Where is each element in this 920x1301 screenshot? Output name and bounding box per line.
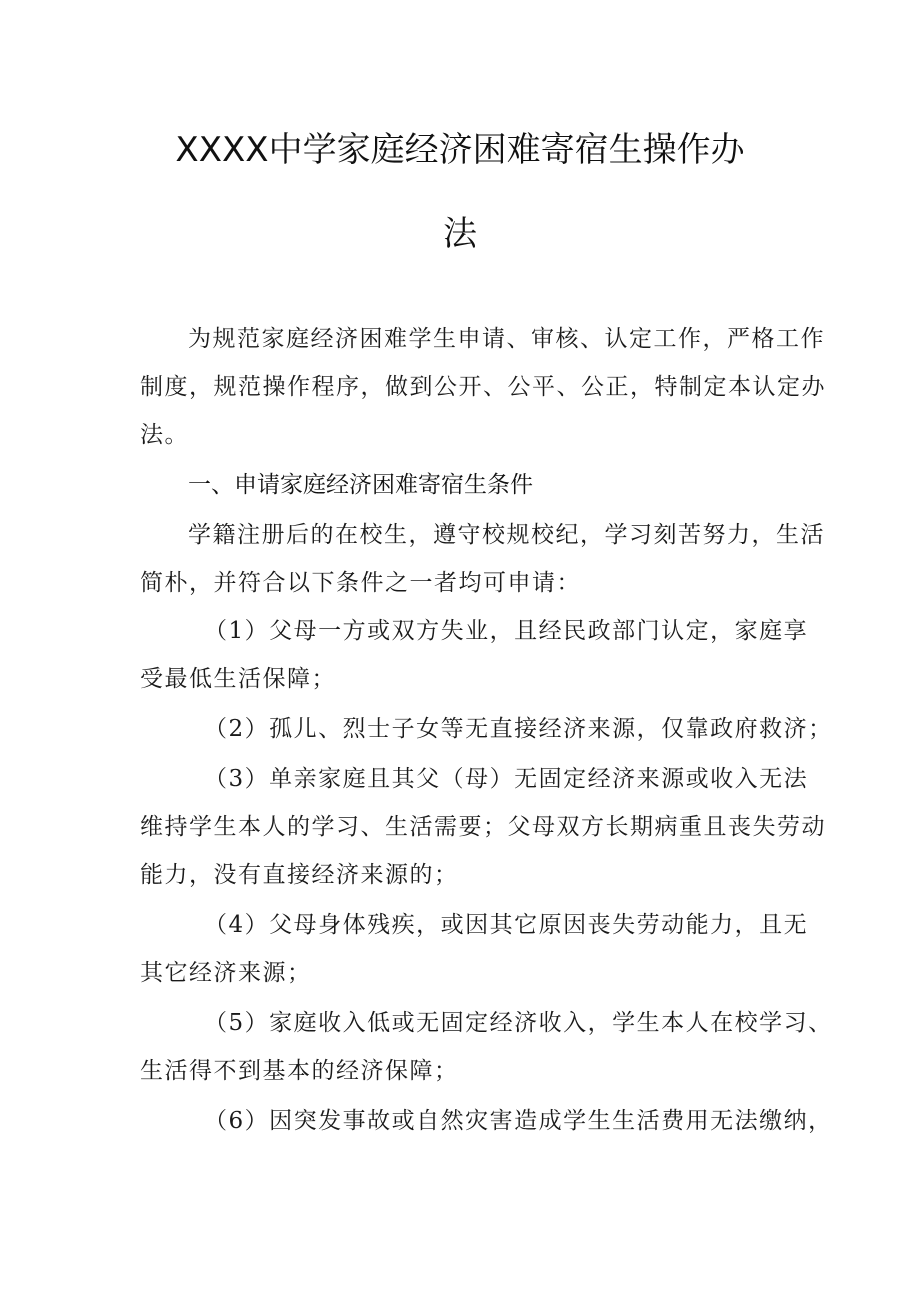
item-4-line-2: 其它经济来源； xyxy=(140,960,312,986)
intro-line-1: 为规范家庭经济困难学生申请、审核、认定工作，严格工作 xyxy=(188,326,825,352)
item-1-line-1: （1）父母一方或双方失业，且经民政部门认定，家庭享 xyxy=(204,618,809,644)
section-1-intro-line-1: 学籍注册后的在校生，遵守校规校纪，学习刻苦努力，生活 xyxy=(188,522,825,548)
item-4-line-1: （4）父母身体残疾，或因其它原因丧失劳动能力，且无 xyxy=(204,912,809,938)
item-5-line-2: 生活得不到基本的经济保障； xyxy=(140,1058,459,1084)
document-title-line-1: XXXX中学家庭经济困难寄宿生操作办 xyxy=(175,130,745,170)
intro-line-2: 制度，规范操作程序，做到公开、公平、公正，特制定本认定办 xyxy=(140,374,826,400)
item-3-line-2: 维持学生本人的学习、生活需要；父母双方长期病重且丧失劳动 xyxy=(140,814,826,840)
document-title-line-2: 法 xyxy=(443,214,477,254)
section-1-heading: 一、申请家庭经济困难寄宿生条件 xyxy=(188,472,533,498)
item-3-line-3: 能力，没有直接经济来源的； xyxy=(140,862,459,888)
item-6-line-1: （6）因突发事故或自然灾害造成学生生活费用无法缴纳， xyxy=(204,1108,833,1134)
item-1-line-2: 受最低生活保障； xyxy=(140,666,336,692)
intro-line-3: 法。 xyxy=(140,422,189,448)
item-5-line-1: （5）家庭收入低或无固定经济收入，学生本人在校学习、 xyxy=(204,1010,833,1036)
item-3-line-1: （3）单亲家庭且其父（母）无固定经济来源或收入无法 xyxy=(204,766,809,792)
item-2-line-1: （2）孤儿、烈士子女等无直接经济来源，仅靠政府救济； xyxy=(204,716,833,742)
section-1-intro-line-2: 简朴，并符合以下条件之一者均可申请： xyxy=(140,570,581,596)
